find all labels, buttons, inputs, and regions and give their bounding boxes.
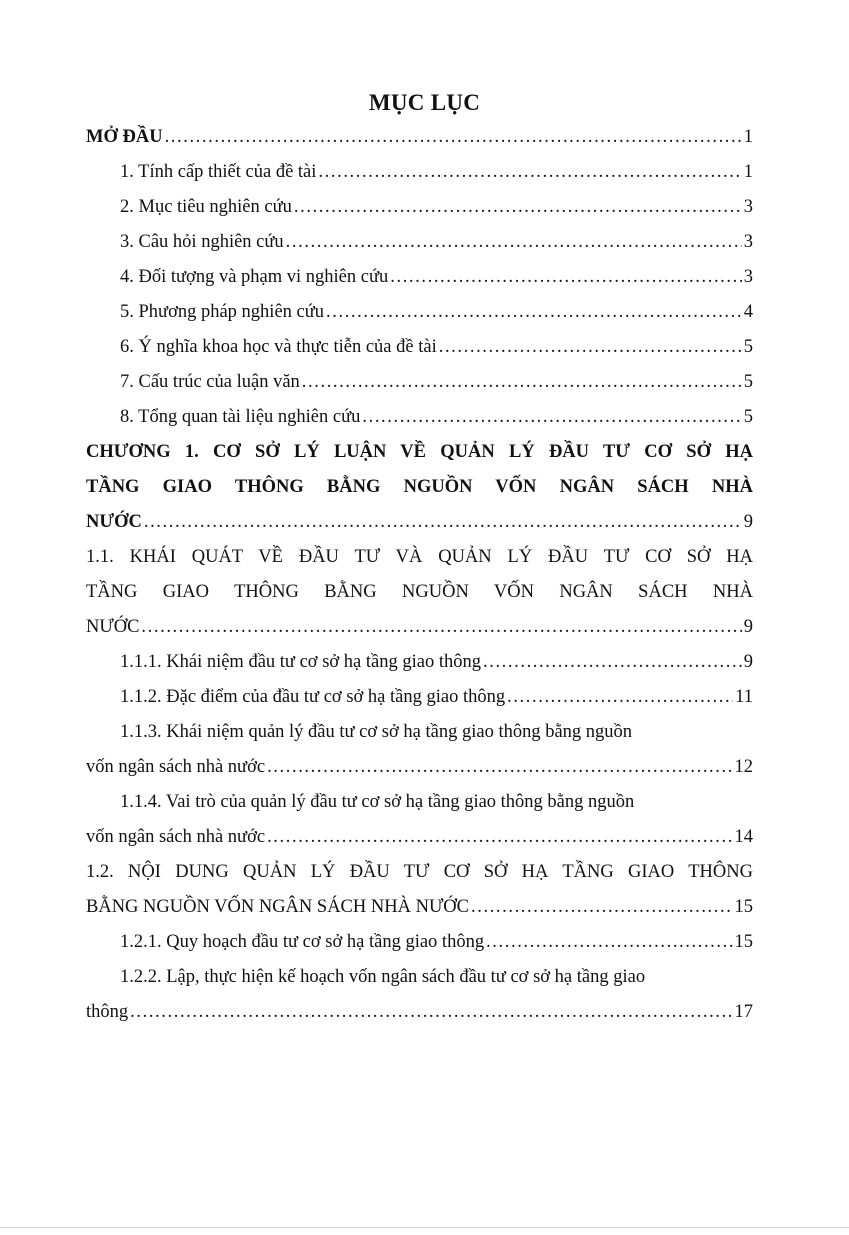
toc-entry-label: MỞ ĐẦU [86, 127, 163, 147]
toc-page-number: 15 [734, 932, 753, 952]
toc-page-number: 9 [743, 512, 753, 532]
table-of-contents [86, 120, 753, 1030]
dot-leader [267, 820, 732, 855]
toc-entry[interactable] [86, 330, 753, 365]
toc-entry-last-line [86, 365, 753, 400]
dot-leader [486, 925, 732, 960]
toc-entry[interactable] [86, 365, 753, 400]
toc-entry-label: thông [86, 1002, 129, 1022]
dot-leader [390, 260, 742, 295]
toc-entry-last-line [86, 925, 753, 960]
toc-entry-last-line [86, 750, 753, 785]
toc-entry[interactable] [86, 715, 753, 785]
toc-entry-text-line: 1.1.4. Vai trò của quản lý đầu tư cơ sở hạ tầng giao thông bằng nguồn [120, 792, 635, 812]
toc-page-number: 4 [743, 302, 753, 322]
toc-entry-last-line [86, 330, 753, 365]
toc-entry-label: 4. Đối tượng và phạm vi nghiên cứu [120, 267, 389, 287]
toc-entry-label: 3. Câu hỏi nghiên cứu [120, 232, 284, 252]
dot-leader [286, 225, 742, 260]
dot-leader [326, 295, 742, 330]
toc-entry[interactable] [86, 155, 753, 190]
toc-entry[interactable] [86, 225, 753, 260]
dot-leader [318, 155, 741, 190]
toc-entry-text-line: 1.1.3. Khái niệm quản lý đầu tư cơ sở hạ tầng giao thông bằng nguồn [120, 722, 633, 742]
toc-entry-label: NƯỚC [86, 617, 140, 637]
dot-leader [130, 995, 732, 1030]
dot-leader [507, 680, 733, 715]
toc-entry[interactable] [86, 260, 753, 295]
toc-entry-last-line [86, 610, 753, 645]
toc-entry[interactable] [86, 540, 753, 645]
toc-entry-text-line: 1.2.2. Lập, thực hiện kế hoạch vốn ngân sách đầu tư cơ sở hạ tầng giao [120, 967, 646, 987]
toc-entry-label: 1. Tính cấp thiết của đề tài [120, 162, 317, 182]
toc-entry-label: 1.2.1. Quy hoạch đầu tư cơ sở hạ tầng giao thông [120, 932, 485, 952]
dot-leader [294, 190, 742, 225]
toc-entry-label: BẰNG NGUỒN VỐN NGÂN SÁCH NHÀ NƯỚC [86, 897, 469, 917]
page-bottom-rule [0, 1227, 849, 1228]
toc-entry-last-line [86, 995, 753, 1030]
toc-page-number: 5 [743, 372, 753, 392]
toc-entry[interactable] [86, 295, 753, 330]
toc-entry-last-line [86, 190, 753, 225]
toc-page-number: 14 [734, 827, 753, 847]
dot-leader [267, 750, 732, 785]
toc-entry-last-line [86, 155, 753, 190]
toc-entry-label: 1.1.1. Khái niệm đầu tư cơ sở hạ tầng giao thông [120, 652, 481, 672]
toc-entry-last-line [86, 260, 753, 295]
toc-entry-last-line [86, 680, 753, 715]
toc-entry-last-line [86, 890, 753, 925]
toc-page-number: 1 [743, 127, 753, 147]
toc-title: MỤC LỤC [368, 90, 481, 115]
toc-page-number: 5 [743, 407, 753, 427]
toc-page-number: 15 [734, 897, 753, 917]
toc-entry-last-line [86, 225, 753, 260]
dot-leader [439, 330, 742, 365]
toc-entry-last-line [86, 645, 753, 680]
dot-leader [165, 120, 742, 155]
toc-entry-label: 1.1.2. Đặc điểm của đầu tư cơ sở hạ tầng giao thông [120, 687, 506, 707]
toc-page-number: 9 [743, 652, 753, 672]
dot-leader [141, 610, 741, 645]
toc-entry-label: 5. Phương pháp nghiên cứu [120, 302, 325, 322]
toc-entry-text-line: 1.1. KHÁI QUÁT VỀ ĐẦU TƯ VÀ QUẢN LÝ ĐẦU TƯ CƠ SỞ HẠ [86, 547, 753, 567]
toc-entry-label: 7. Cấu trúc của luận văn [120, 372, 300, 392]
toc-page-number: 1 [743, 162, 753, 182]
toc-page-number: 17 [734, 1002, 753, 1022]
toc-entry[interactable] [86, 925, 753, 960]
toc-entry-text-line: TẦNG GIAO THÔNG BẰNG NGUỒN VỐN NGÂN SÁCH NHÀ [86, 477, 753, 497]
dot-leader [471, 890, 733, 925]
toc-entry[interactable] [86, 855, 753, 925]
dot-leader [144, 505, 742, 540]
toc-entry-last-line [86, 120, 753, 155]
toc-entry-label: NƯỚC [86, 512, 142, 532]
dot-leader [483, 645, 742, 680]
toc-page-number: 11 [735, 687, 753, 707]
dot-leader [302, 365, 742, 400]
toc-entry-label: 8. Tổng quan tài liệu nghiên cứu [120, 407, 361, 427]
toc-page-number: 5 [743, 337, 753, 357]
toc-entry[interactable] [86, 960, 753, 1030]
toc-entry-last-line [86, 505, 753, 540]
toc-entry-text-line: 1.2. NỘI DUNG QUẢN LÝ ĐẦU TƯ CƠ SỞ HẠ TẦNG GIAO THÔNG [86, 862, 753, 882]
toc-entry[interactable] [86, 190, 753, 225]
dot-leader [362, 400, 741, 435]
toc-entry-last-line [86, 820, 753, 855]
toc-entry-text-line: CHƯƠNG 1. CƠ SỞ LÝ LUẬN VỀ QUẢN LÝ ĐẦU TƯ CƠ SỞ HẠ [86, 442, 753, 462]
toc-entry-last-line [86, 295, 753, 330]
toc-entry-label: vốn ngân sách nhà nước [86, 757, 266, 777]
toc-entry[interactable] [86, 435, 753, 540]
toc-page-number: 12 [734, 757, 753, 777]
toc-page-number: 3 [743, 232, 753, 252]
toc-entry[interactable] [86, 400, 753, 435]
toc-entry-label: vốn ngân sách nhà nước [86, 827, 266, 847]
toc-entry[interactable] [86, 120, 753, 155]
toc-entry[interactable] [86, 785, 753, 855]
toc-entry[interactable] [86, 680, 753, 715]
toc-page-number: 3 [743, 267, 753, 287]
toc-entry-label: 2. Mục tiêu nghiên cứu [120, 197, 292, 217]
toc-page-number: 3 [743, 197, 753, 217]
toc-entry-text-line: TẦNG GIAO THÔNG BẰNG NGUỒN VỐN NGÂN SÁCH NHÀ [86, 582, 753, 602]
toc-entry[interactable] [86, 645, 753, 680]
toc-page-number: 9 [743, 617, 753, 637]
toc-entry-label: 6. Ý nghĩa khoa học và thực tiễn của đề tài [120, 337, 437, 357]
toc-entry-last-line [86, 400, 753, 435]
